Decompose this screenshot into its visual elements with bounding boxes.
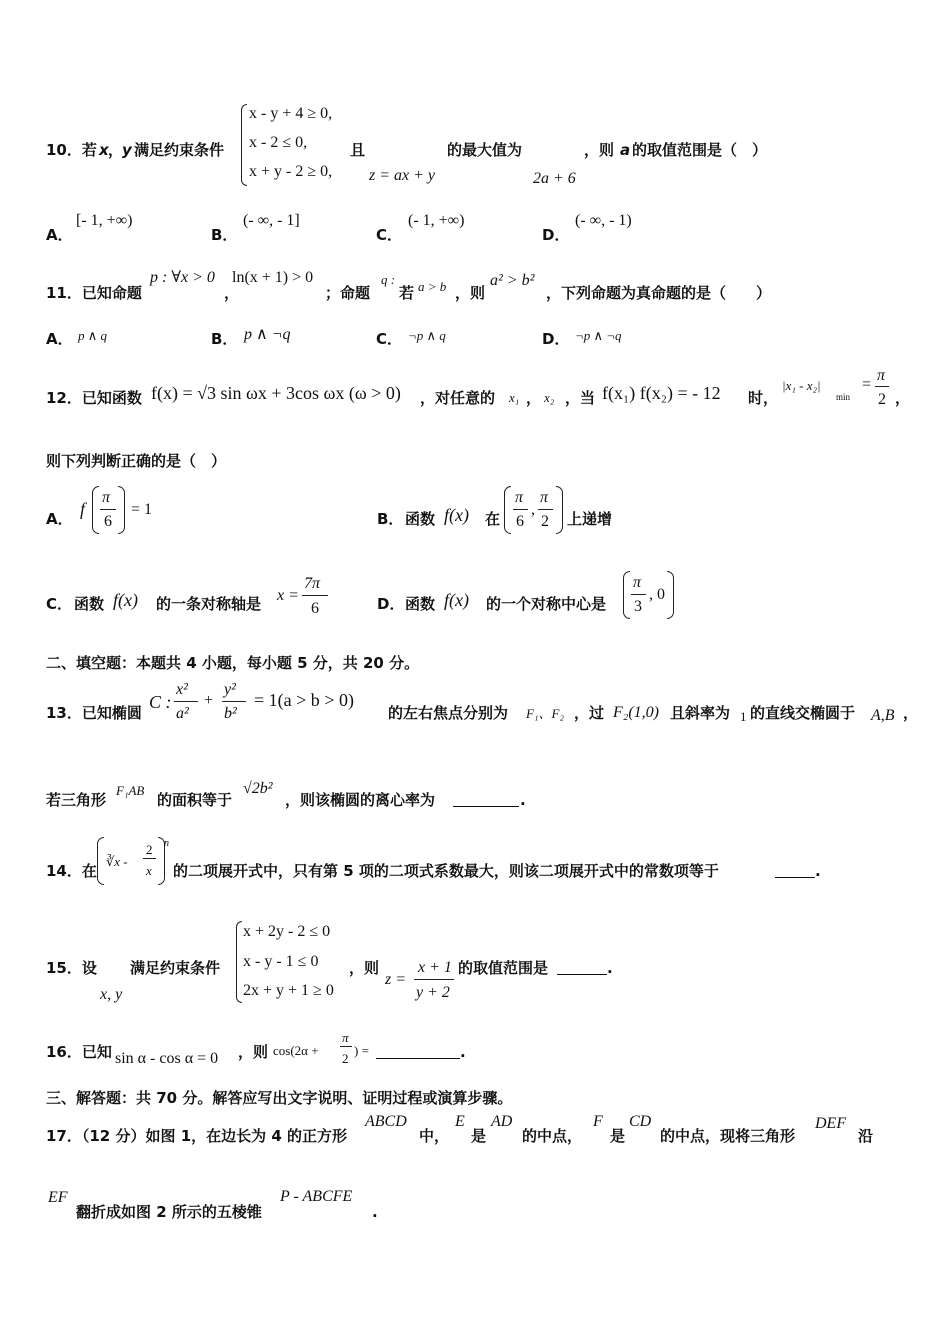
q13-line2-prefix: 若三角形 bbox=[46, 791, 107, 809]
q12-option-c-x: x = bbox=[277, 587, 299, 604]
q10-tail-2: 的取值范围是（ ） bbox=[632, 141, 768, 159]
q13-a-squared: a² bbox=[176, 705, 189, 722]
q14-tail: 的二项展开式中，只有第 5 项的二项式系数最大，则该二项展开式中的常数项等于 bbox=[173, 862, 719, 880]
q12-product: f(x₁) f(x₂) = - 12 bbox=[602, 383, 721, 403]
q15-constraint-3: 2x + y + 1 ≥ 0 bbox=[243, 982, 334, 999]
q17-triangle: DEF bbox=[815, 1115, 847, 1132]
q12-abs-diff: |x₁ - x₂| bbox=[782, 378, 821, 393]
q12-option-c-fx: f(x) bbox=[113, 590, 138, 610]
q12-option-d-mid: 的一个对称中心是 bbox=[486, 595, 607, 613]
q11-option-c-math: ¬p ∧ q bbox=[408, 328, 446, 343]
q13-eq-condition: = 1(a > b > 0) bbox=[254, 690, 354, 710]
q13-y-squared: y² bbox=[224, 681, 236, 698]
q15-answer-blank[interactable] bbox=[557, 974, 607, 975]
q12-option-b-fx: f(x) bbox=[444, 505, 469, 525]
q12-option-c-mid: 的一条对称轴是 bbox=[156, 595, 262, 613]
q17-shi-1: 是 bbox=[471, 1127, 487, 1145]
q14-fraction-bar bbox=[143, 858, 156, 859]
q10-option-d-math: (- ∞, - 1) bbox=[575, 212, 632, 229]
q13-end-comma: ， bbox=[903, 704, 919, 722]
q11-ln-inequality: ln(x + 1) > 0 bbox=[232, 269, 314, 286]
q16-end: . bbox=[460, 1043, 466, 1061]
q12-option-b-pre: 函数 bbox=[405, 510, 436, 528]
q17-yan: 沿 bbox=[858, 1127, 874, 1145]
q15-mid: 满足约束条件 bbox=[130, 959, 221, 977]
q11-comma: ， bbox=[224, 284, 240, 302]
q12-function-def: f(x) = √3 sin ωx + 3cos ωx (ω > 0) bbox=[151, 383, 401, 403]
q11-option-b-math: p ∧ ¬q bbox=[244, 326, 291, 343]
q15-denominator: y + 2 bbox=[416, 984, 450, 1001]
q13-ellipse-name: C : bbox=[149, 692, 172, 712]
q12-dang: ，当 bbox=[565, 389, 596, 407]
q13-end: . bbox=[520, 791, 526, 809]
q13-triangle: F₁AB bbox=[116, 783, 145, 798]
q13-b-squared: b² bbox=[224, 705, 237, 722]
q12-option-b-pi-1: π bbox=[515, 489, 524, 506]
q11-ruo: 若 bbox=[399, 284, 415, 302]
q16-answer-blank[interactable] bbox=[376, 1058, 460, 1059]
q12-end-comma: ， bbox=[895, 389, 911, 407]
q17-side-ad: AD bbox=[491, 1113, 513, 1130]
q12-option-a-right-paren bbox=[118, 486, 125, 534]
q12-option-a-pi: π bbox=[102, 489, 111, 506]
section-2-heading: 二、填空题：本题共 4 小题，每小题 5 分，共 20 分。 bbox=[46, 654, 420, 672]
q12-option-b-label[interactable]: B． bbox=[377, 510, 404, 528]
q10-option-b-label[interactable]: B． bbox=[211, 226, 238, 244]
q11-option-c-label[interactable]: C． bbox=[376, 330, 403, 348]
q10-var-y: y bbox=[122, 141, 132, 159]
q13-slope: 且斜率为 bbox=[670, 704, 731, 722]
q10-option-a-label[interactable]: A． bbox=[46, 226, 73, 244]
q12-option-a-six: 6 bbox=[104, 513, 112, 530]
q15-constraint-1: x + 2y - 2 ≤ 0 bbox=[243, 923, 331, 940]
q12-fraction-bar bbox=[875, 386, 889, 387]
q15-tail: 的取值范围是 bbox=[458, 959, 549, 977]
q10-separator: ， bbox=[108, 141, 124, 159]
q15-numerator: x + 1 bbox=[418, 959, 452, 976]
q12-option-b-six: 6 bbox=[516, 513, 524, 530]
q16-two: 2 bbox=[342, 1051, 349, 1066]
q10-option-c-label[interactable]: C． bbox=[376, 226, 403, 244]
q12-option-d-pi: π bbox=[633, 574, 642, 591]
q13-plus: + bbox=[204, 692, 214, 709]
q12-comma: ， bbox=[526, 389, 542, 407]
q17-end: . bbox=[372, 1203, 378, 1221]
q10-option-c-math: (- 1, +∞) bbox=[408, 212, 465, 229]
q12-option-d-three: 3 bbox=[634, 598, 642, 615]
q17-shi-2: 是 bbox=[610, 1127, 626, 1145]
q13-x-squared: x² bbox=[176, 681, 188, 698]
q10-max-text: 的最大值为 bbox=[447, 141, 523, 159]
q10-option-a-math: [- 1, +∞) bbox=[76, 212, 133, 229]
q11-q-definition: q : bbox=[381, 272, 396, 287]
q11-option-a-label[interactable]: A． bbox=[46, 330, 73, 348]
q10-option-b-math: (- ∞, - 1] bbox=[243, 212, 300, 229]
q13-area-value: √2b² bbox=[243, 780, 273, 797]
q12-option-c-denominator: 6 bbox=[311, 600, 319, 617]
q12-two: 2 bbox=[878, 391, 886, 408]
q12-line-2: 则下列判断正确的是（ ） bbox=[46, 452, 227, 470]
q17-pyramid: P - ABCFE bbox=[280, 1188, 353, 1205]
q14-left-paren bbox=[97, 837, 104, 885]
q10-constraint-2: x - 2 ≤ 0, bbox=[249, 134, 308, 151]
q10-constraint-brace bbox=[241, 104, 247, 186]
q12-option-d-fx: f(x) bbox=[444, 590, 469, 610]
q12-option-b-right-paren bbox=[556, 486, 563, 534]
q12-option-d-zero: , 0 bbox=[649, 586, 665, 603]
q14-prefix: 14．在 bbox=[46, 862, 97, 880]
q16-close: ) = bbox=[354, 1043, 369, 1058]
q12-x1: x₁ bbox=[509, 390, 520, 405]
q11-tail: ，下列命题为真命题的是（ ） bbox=[546, 284, 772, 302]
q17-zhong: 中， bbox=[419, 1127, 450, 1145]
q11-semi: ；命题 bbox=[325, 284, 371, 302]
q14-end: . bbox=[815, 862, 821, 880]
q12-option-b-pi-2: π bbox=[540, 489, 549, 506]
q12-option-d-pre: 函数 bbox=[405, 595, 436, 613]
q14-root: ∛x - bbox=[106, 854, 128, 869]
q14-denominator: x bbox=[146, 863, 152, 878]
q10-constraint-1: x - y + 4 ≥ 0, bbox=[249, 105, 333, 122]
q10-tail: ，则 bbox=[584, 141, 615, 159]
q11-option-d-math: ¬p ∧ ¬q bbox=[575, 328, 622, 343]
q16-fraction-bar bbox=[340, 1046, 352, 1047]
q10-max-value: 2a + 6 bbox=[533, 170, 576, 187]
q12-option-b-zai: 在 bbox=[485, 510, 501, 528]
q12-option-c-pre: 函数 bbox=[74, 595, 105, 613]
q13-line2-tail: ，则该椭圆的离心率为 bbox=[285, 791, 436, 809]
q16-ze: ，则 bbox=[238, 1043, 269, 1061]
q13-points-ab: A,B bbox=[871, 707, 895, 724]
q12-option-d-label[interactable]: D． bbox=[377, 595, 405, 613]
q12-option-d-right-paren bbox=[667, 571, 674, 619]
q12-option-a-fraction-bar bbox=[100, 509, 116, 510]
q11-a2-gt-b2: a² > b² bbox=[490, 272, 535, 289]
q10-var-x: x bbox=[99, 141, 109, 159]
q12-option-b-left-paren bbox=[504, 486, 511, 534]
q10-stem-mid: 满足约束条件 bbox=[134, 141, 225, 159]
q12-option-b-tail: 上递增 bbox=[567, 510, 613, 528]
q12-option-c-label[interactable]: C． bbox=[46, 595, 73, 613]
q16-prefix: 16．已知 bbox=[46, 1043, 112, 1061]
q12-option-c-numerator: 7π bbox=[304, 575, 321, 592]
q12-option-b-fraction-bar-2 bbox=[538, 509, 553, 510]
q13-foci: F₁、F₂ bbox=[526, 706, 564, 721]
q13-guo: ，过 bbox=[574, 704, 605, 722]
q16-condition: sin α - cos α = 0 bbox=[115, 1050, 219, 1067]
q12-option-b-fraction-bar-1 bbox=[513, 509, 528, 510]
q15-constraint-2: x - y - 1 ≤ 0 bbox=[243, 953, 319, 970]
q10-option-d-label[interactable]: D． bbox=[542, 226, 570, 244]
q11-p-definition: p : ∀x > 0 bbox=[150, 269, 215, 286]
q13-answer-blank[interactable] bbox=[453, 806, 519, 807]
q15-prefix: 15．设 bbox=[46, 959, 97, 977]
q12-option-a-f: f bbox=[80, 499, 86, 519]
q12-option-d-left-paren bbox=[623, 571, 630, 619]
q16-pi: π bbox=[342, 1030, 349, 1045]
q13-fraction-bar-2 bbox=[222, 701, 246, 702]
q13-fraction-bar-1 bbox=[174, 701, 198, 702]
q11-a-gt-b: a > b bbox=[418, 279, 447, 294]
q17-point-f: F bbox=[593, 1113, 603, 1130]
q11-ze: ，则 bbox=[455, 284, 486, 302]
q13-slope-value: 1 bbox=[740, 709, 747, 724]
q12-option-a-left-paren bbox=[92, 486, 99, 534]
q12-option-a-eq: = 1 bbox=[131, 501, 153, 518]
q14-exponent: n bbox=[164, 838, 169, 849]
q17-fold-line: EF bbox=[48, 1189, 68, 1206]
q16-cos: cos(2α + bbox=[273, 1043, 319, 1058]
q17-fold-text: 翻折成如图 2 所示的五棱锥 bbox=[76, 1203, 262, 1221]
q13-mid: 的左右焦点分别为 bbox=[388, 704, 509, 722]
q17-point-e: E bbox=[455, 1113, 465, 1130]
q14-answer-blank[interactable] bbox=[775, 877, 815, 878]
q15-vars: x, y bbox=[100, 986, 123, 1003]
q17-square: ABCD bbox=[365, 1113, 407, 1130]
q13-stem-prefix: 13．已知椭圆 bbox=[46, 704, 142, 722]
q13-area-text: 的面积等于 bbox=[157, 791, 233, 809]
q12-option-c-fraction-bar bbox=[302, 595, 328, 596]
q11-option-a-math: p ∧ q bbox=[78, 328, 108, 343]
q17-mid-2: 的中点，现将三角形 bbox=[660, 1127, 796, 1145]
q17-prefix: 17．（12 分）如图 1，在边长为 4 的正方形 bbox=[46, 1127, 348, 1145]
q13-line: 的直线交椭圆于 bbox=[750, 704, 856, 722]
q17-side-cd: CD bbox=[629, 1113, 652, 1130]
q12-option-b-two: 2 bbox=[541, 513, 549, 530]
q15-fraction-bar bbox=[414, 979, 454, 980]
q15-z: z = bbox=[385, 971, 407, 988]
q10-stem-prefix: 10．若 bbox=[46, 141, 97, 159]
q10-qie: 且 bbox=[350, 141, 366, 159]
q15-constraint-brace bbox=[236, 921, 242, 1003]
q13-focus-point: F₂(1,0) bbox=[613, 704, 659, 721]
q12-min-subscript: min bbox=[836, 392, 851, 402]
q15-ze: ，则 bbox=[349, 959, 380, 977]
q12-shi: 时， bbox=[748, 389, 779, 407]
q12-pi: π bbox=[877, 367, 886, 384]
q10-var-a: a bbox=[620, 141, 631, 159]
q12-any: ，对任意的 bbox=[420, 389, 496, 407]
q11-option-b-label[interactable]: B． bbox=[211, 330, 238, 348]
q12-option-b-comma: , bbox=[531, 501, 535, 518]
q11-option-d-label[interactable]: D． bbox=[542, 330, 570, 348]
q15-end: . bbox=[607, 959, 613, 977]
q12-option-d-fraction-bar bbox=[631, 594, 646, 595]
q12-stem-prefix: 12．已知函数 bbox=[46, 389, 142, 407]
q11-stem-prefix: 11．已知命题 bbox=[46, 284, 142, 302]
section-3-heading: 三、解答题：共 70 分。解答应写出文字说明、证明过程或演算步骤。 bbox=[46, 1089, 513, 1107]
q17-mid-1: 的中点， bbox=[522, 1127, 583, 1145]
q12-x2: x₂ bbox=[544, 390, 555, 405]
q10-constraint-3: x + y - 2 ≥ 0, bbox=[249, 163, 333, 180]
q12-equals: = bbox=[862, 376, 872, 393]
q14-numerator: 2 bbox=[146, 842, 153, 857]
q10-objective: z = ax + y bbox=[369, 167, 436, 184]
q12-option-a-label[interactable]: A． bbox=[46, 510, 73, 528]
